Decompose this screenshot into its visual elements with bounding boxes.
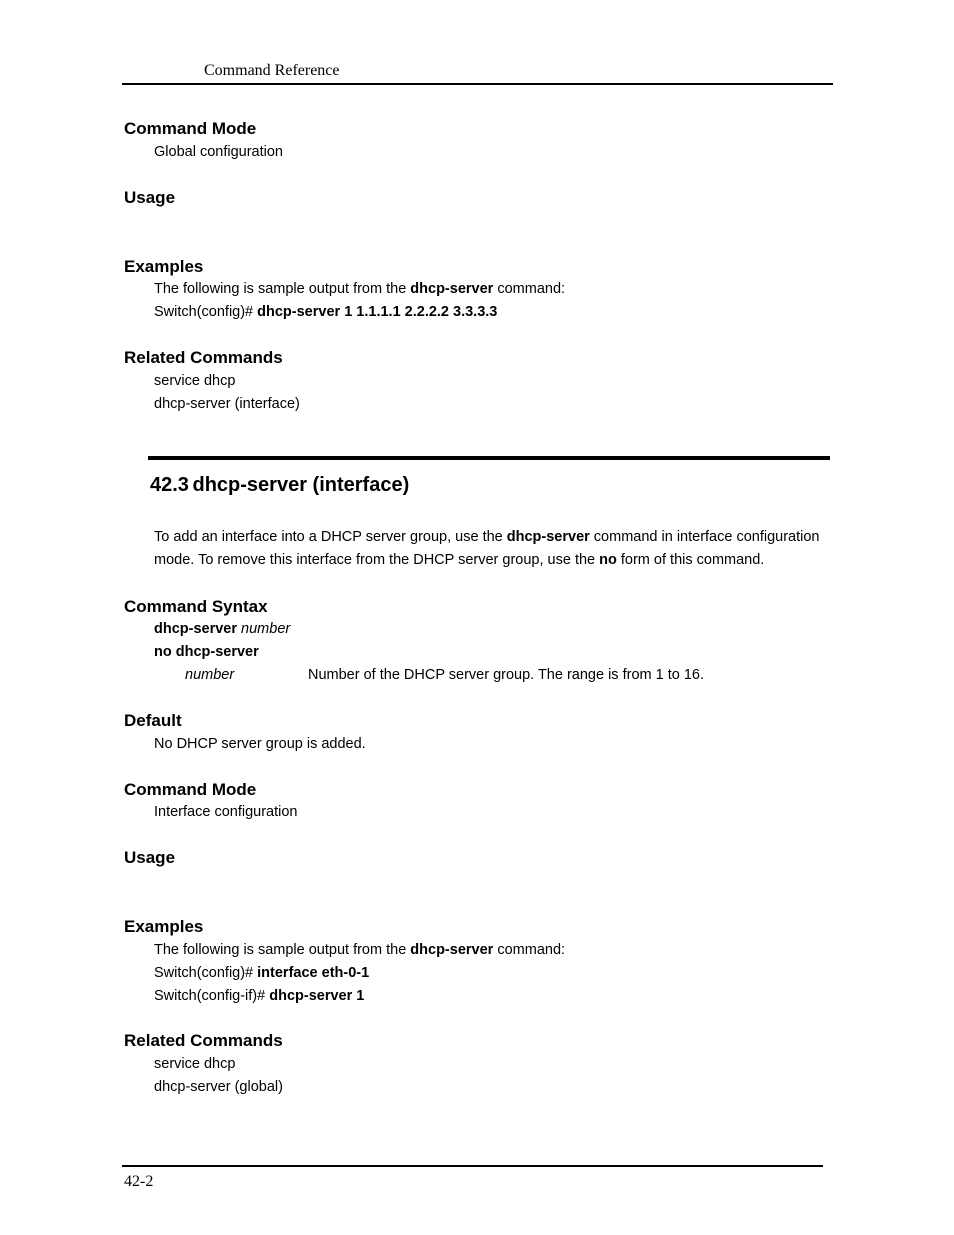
examples-intro-command: dhcp-server <box>410 942 494 958</box>
default-text: No DHCP server group is added. <box>154 736 366 752</box>
examples-intro-suffix: command: <box>493 281 566 297</box>
example-command: dhcp-server 1 1.1.1.1 2.2.2.2 3.3.3.3 <box>257 304 498 320</box>
page-number: 42-2 <box>124 1173 154 1190</box>
command-mode-heading: Command Mode <box>124 119 257 138</box>
examples-intro-prefix: The following is sample output from the <box>154 942 411 958</box>
example-prompt: Switch(config)# <box>154 304 258 320</box>
description-prefix: To add an interface into a DHCP server group, use the <box>154 529 507 545</box>
examples-heading: Examples <box>124 917 204 936</box>
usage-heading: Usage <box>124 188 176 207</box>
example-prompt: Switch(config)# <box>154 965 258 981</box>
related-command-item: service dhcp <box>154 373 236 389</box>
syntax-line <box>154 621 290 637</box>
examples-intro-command: dhcp-server <box>410 281 494 297</box>
related-commands-heading: Related Commands <box>124 1031 283 1050</box>
command-mode-heading: Command Mode <box>124 780 257 799</box>
example-prompt: Switch(config-if)# <box>154 988 270 1004</box>
parameter-name: number <box>185 667 235 683</box>
description-suffix: command in interface configuration <box>589 529 820 545</box>
syntax-argument: number <box>241 621 291 637</box>
examples-intro <box>154 281 565 297</box>
command-syntax-heading: Command Syntax <box>124 597 268 616</box>
description-line <box>154 552 764 568</box>
examples-heading: Examples <box>124 257 204 276</box>
description-line <box>154 529 820 545</box>
description-command: dhcp-server <box>506 529 590 545</box>
examples-intro <box>154 942 565 958</box>
description-prefix: mode. To remove this interface from the DHCP server group, use the <box>154 552 600 568</box>
running-header: Command Reference <box>204 62 340 79</box>
related-command-item: service dhcp <box>154 1056 236 1072</box>
related-command-item: dhcp-server (global) <box>154 1079 283 1095</box>
example-line <box>154 304 497 320</box>
example-command: dhcp-server 1 <box>269 988 365 1004</box>
example-line <box>154 965 369 981</box>
examples-intro-suffix: command: <box>493 942 566 958</box>
example-command: interface eth-0-1 <box>257 965 370 981</box>
command-mode-text: Global configuration <box>154 144 283 160</box>
usage-heading: Usage <box>124 848 176 867</box>
description-suffix: form of this command. <box>616 552 765 568</box>
syntax-no-command: no dhcp-server <box>154 644 259 660</box>
section-rule <box>148 456 830 460</box>
default-heading: Default <box>124 711 182 730</box>
syntax-command: dhcp-server <box>154 621 238 637</box>
examples-intro-prefix: The following is sample output from the <box>154 281 411 297</box>
command-mode-text: Interface configuration <box>154 804 298 820</box>
section-title-text: dhcp-server (interface) <box>192 474 410 496</box>
section-title <box>150 474 409 497</box>
related-commands-heading: Related Commands <box>124 348 283 367</box>
section-number: 42.3 <box>150 474 189 496</box>
example-line <box>154 988 364 1004</box>
parameter-description: Number of the DHCP server group. The range is from 1 to 16. <box>308 667 704 683</box>
related-command-item: dhcp-server (interface) <box>154 396 300 412</box>
description-keyword: no <box>599 552 617 568</box>
footer-rule <box>122 1165 823 1167</box>
header-rule <box>122 83 833 85</box>
